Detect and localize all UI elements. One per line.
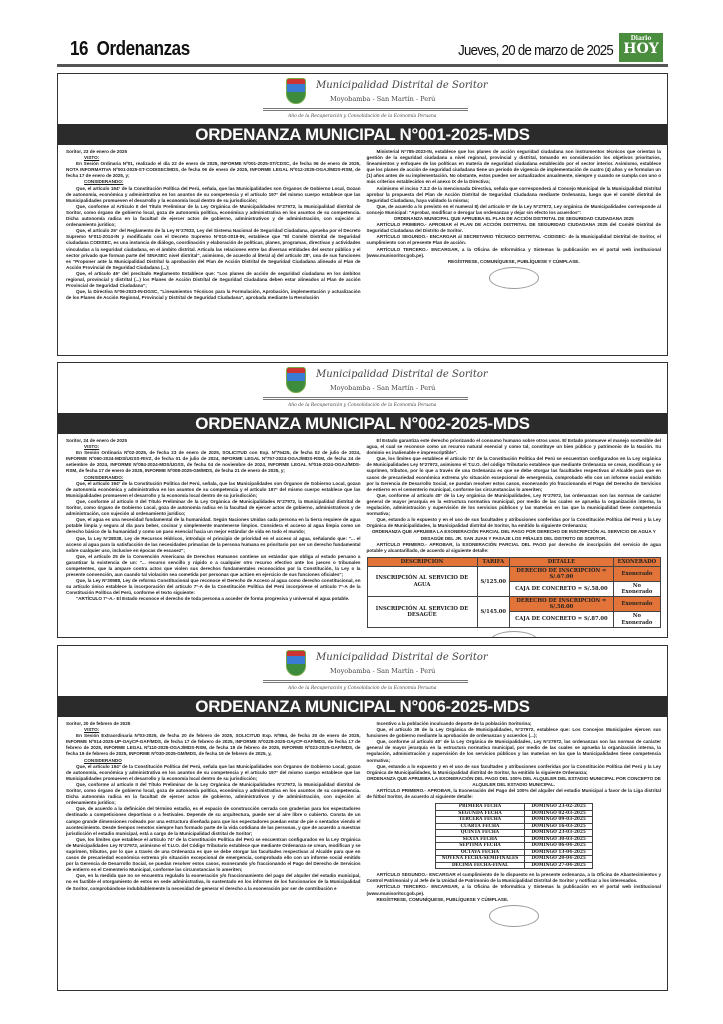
signature-stamp — [489, 267, 539, 289]
fixture-round: QUINTA FECHA — [435, 830, 525, 837]
paragraph: Que, el artículo 39 de la Ley Orgánica de Municipalidades, N°27972, establece que: Los Concejos Municipales ejercen sus funciones de gobierno mediante la aprobación de ordenanzas y acuerdos (...); — [366, 727, 661, 739]
issue-date: Jueves, 20 de marzo de 2025 — [458, 42, 613, 59]
letterhead-rule — [263, 680, 468, 683]
paragraph: Soritor, 23 de enero de 2025 — [66, 149, 128, 154]
paragraph: Que, en la medida que no se encuentra regulado la exoneración y/o fraccionamiento del pago del alquiler del estadio municipal, no es factible el otorgamiento de estos en sede administrativa, lo sustentado en los informes de los funcionarios de la Municipalidad de Soritor, comprobándose indubitablemente la necesidad de generar el derecho a la exoneración por ser de contribución e — [66, 873, 361, 891]
paragraph: ORDENANZA QUE APRUEBA LA EXONERACIÓN PARCIAL DEL PAGO POR DERECHO DE INSCRIPCIÓN AL SERVICIO DE AGUA Y DESAGÜE DEL JR. SAN JUAN Y PASAJE LOS PIÑALES DEL DISTRITO DE SORITOR. — [371, 529, 656, 541]
paragraph: El Estado garantiza este derecho priorizando el consumo humano sobre otros usos. El Estado promueve el manejo sostenible del agua, el cual se reconoce como un recurso natural esencial y como tal, constituye un bien público y patrimonio de la Nación. Su dominio es inalienable e imprescriptible". — [366, 438, 661, 456]
letterhead-rule — [263, 397, 468, 400]
right-column — [367, 721, 662, 929]
fixture-round: SEGUNDA FECHA — [435, 810, 525, 817]
fixture-date: DOMINGO 09-03-2025 — [525, 817, 593, 824]
header-rule — [57, 64, 668, 67]
year-motto: Año de la Recuperación y Consolidación de la Economía Peruana — [288, 686, 437, 691]
table-row — [367, 597, 661, 612]
page-header — [52, 30, 665, 66]
paragraph: Que, el artículo 46° del precitado Reglamento Establece que: "Los planes de acción de seguridad ciudadana en los ámbitos regional, provincial y distrital (...) los Planes de Acción Distrital de Seguridad Ciudadana deben estar alineados al Plan de acción Provincial de Seguridad Ciudadana"; — [66, 270, 361, 289]
municipal-crest-icon — [286, 78, 306, 104]
paragraph: VISTO: — [84, 155, 100, 161]
paragraph: ARTÍCULO PRIMERO.- APROBAR, la Exoneración del Pago del 100% del alquiler del estadio Municipal a favor de la Liga distrital de fútbol Soritor, de acuerdo al siguiente detalle: — [366, 788, 661, 800]
newspaper-logo: Diario HOY — [619, 33, 663, 62]
table-header: DESCRIPCION — [367, 557, 477, 566]
page-section-title: 16 Ordenanzas — [70, 38, 190, 60]
signature-stamp — [489, 631, 539, 638]
municipal-letterhead — [58, 363, 667, 413]
paragraph: Que, la Ley N°30588, Ley de reforma Constitucional que reconoce el Derecho de Acceso al agua como derecho constitucional, en su artículo único establece la incorporación del artículo 7°-A de la Constitución Política del Perú incorpórese el artículo 7°-A de la Constitución Política del Perú, conforme el texto siguiente: — [66, 578, 361, 596]
paragraph: "ARTÍCULO 7°-A.- El Estado reconoce el derecho de toda persona a acceder de forma progresiva y universal el agua potable. — [76, 596, 350, 602]
paragraph: Que, de acuerdo a la definición del término estadio, es el espacio de construcción cerrada con graderías para los espectadores destinado a competiciones deportivas o a festivales. Depende de su arquitectura, puede ser al aire libre o cubierto. Consta de un campo grande dimensiones rodeado por una estructura diseñada para que los espectadores puedan estar de pie o sentados viendo el acontecimiento. Desde tiempos remotos siempre han formado parte de la vida cotidiana de las personas, y que de acuerdo a nuestras jurisdicción el estadio municipal, está a cargo de la Municipalidad distrital de Soritor; — [66, 806, 361, 836]
fixture-table — [435, 803, 593, 869]
paragraph: CONSIDERANDO: — [84, 179, 124, 185]
right-column — [367, 149, 662, 301]
paragraph: Que, conforme al artículo II del Título Preliminar de la Ley Orgánica de Municipalidades N°27972, la Municipalidad distrital de Soritor, como órgano de Gobierno Local, goza de autonomía radica en la facultad de ejercer actos de gobierno, administrativos y de administración, con sujeción al ordenamiento jurídico; — [66, 498, 361, 517]
signature-stamp — [489, 905, 539, 927]
exonerated-cell: Exonerado — [613, 597, 660, 612]
paragraph: En Sesión Ordinaria Nº02-2025, de fecha 23 de enero de 2025, SOLICITUD con Exp. Nº75425, de fecha 02 de julio de 2024, INFORME Nº060-2024-MDS/UGSS-RIVZ, de fecha 01 de julio de 2024, INFORME LEGAL Nº757-2024-OGAJ/MDS-RSM, de fecha 24 de setiembre de 2024, INFORME Nº084-2024-MDS/UGSS, de fecha 04 de noviembre de 2024, INFORME LEGAL Nº016-2024-OGAJ/MDS-RSM, de fecha 17 de enero de 2025, INFORME Nº008-2025-GM/MDS, de fecha 21 de enero de 2025, y; — [66, 450, 361, 474]
municipality-name: Municipalidad Distrital de Soritor — [316, 369, 488, 380]
description-cell: INSCRIPCIÓN AL SERVICIO DE AGUA — [367, 566, 477, 596]
paragraph: Que, de acuerdo a lo previsto en el numeral 8) del artículo 9° de la Ley N°27972, Ley orgánica de Municipalidades corresponde al concejo Municipal: "Aprobar, modificar o derogar las ordenanzas y dejar sin efecto los acuerdos": — [366, 203, 661, 215]
paragraph: ARTÍCULO SEGUNDO.- ENCARGAR el cumplimiento de lo dispuesto en la presente ordenanza, a la Oficina de Abastecimientos y Control Patrimonial y al Jefe de la Unidad de Patrimonio de la Municipalidad Distrital de Soritor y notificar a los interesados. — [366, 872, 661, 884]
fixture-date: DOMINGO 02-03-2025 — [525, 810, 593, 817]
paragraph: ARTÍCULO PRIMERO.- APROBAR, la EXONERACIÓN PARCIAL DEL PAGO por derecho de inscripción del servicio de agua potable y alcantarillado, de acuerdo al siguiente detalle: — [366, 541, 661, 553]
paragraph: VISTO: — [84, 444, 100, 450]
paragraph: REGÍSTRESE, COMUNÍQUESE, PUBLÍQUESE Y CÚMPLASE. — [447, 258, 580, 264]
paragraph: ARTÍCULO TERCERO.- ENCARGAR, a la Oficina de Informática y Sistemas la publicación en el portal web institucional (www.munisoritor.gob.pe). — [366, 884, 661, 896]
tariff-cell: S/145.00 — [477, 597, 510, 627]
ordinance-002 — [57, 362, 668, 638]
year-motto: Año de la Recuperación y Consolidación de la Economía Peruana — [288, 403, 437, 408]
paragraph: Que, estando a lo expuesto y en el uso de sus facultades y atribuciones conferidas por la Constitución Política del Perú y la Ley Orgánica de Municipalidades, la Municipalidad distrital de Soritor, ha emitido la siguiente Ordenanza; — [366, 517, 661, 529]
fixture-date: DOMINGO 23-02-2025 — [525, 804, 593, 811]
ordinance-006 — [57, 645, 668, 991]
paragraph: Que, el artículo 194° de la Constitución Política del Perú, señala, que las Municipalidades son Órganos de Gobierno Local, gozan de autonomía económica y administrativa en los asuntos de su competencia y el artículo 197° del mismo cuerpo establece que las Municipalidades promueven el desarrollo y la economía local dentro de su jurisdicción; — [66, 480, 361, 498]
exoneration-table — [367, 557, 662, 628]
fixture-date: DOMINGO 23-03-2025 — [525, 830, 593, 837]
paragraph: Que, el artículo 194° de la Constitución Política del Perú, señala, que las Municipalidades son Órganos de Gobierno Local, Gozan de autonomía, económica y administrativa en los asuntos de su competencia y el artículo 197° del mismo cuerpo establece que las Municipalidades promueven el desarrollo y la economía local dentro de su jurisdicción; — [66, 185, 361, 203]
municipal-letterhead — [58, 646, 667, 696]
paragraph: VISTO: — [84, 727, 100, 733]
paragraph: Que, la Ley N°28038, Ley de Recursos Hídricos, introdujo el principio de prioridad en el acceso al agua, señalando que: "... el acceso al agua para la satisfacción de las necesidades primarias de la persona humana es prioritario por ser un derecho fundamental sobre cualquier uso, inclusive en épocas de escasez"; — [66, 535, 361, 553]
left-column — [66, 721, 361, 929]
fixture-round: OCTAVA FECHA — [435, 849, 525, 856]
detail-cell: DERECHO DE INSCRIPCIÓN = S/.67.00 — [510, 566, 614, 581]
fixture-date: DOMINGO 06-04-2025 — [525, 843, 593, 850]
paragraph: Que, conforme al artículo II del Título Preliminar de la Ley Orgánica de Municipalidades N°27972, la Municipalidad distrital de Soritor, como órgano de gobierno local, goza de autonomía política, económica y administrativa en los asuntos de su competencia. Dicha autonomía radica en la facultad de ejercer actos de gobierno, administrativos y de administración, con sujeción al ordenamiento jurídico; — [66, 781, 361, 806]
paragraph: Que, los límites que establece el artículo 74° de la Constitución Política del Perú se encuentran configurados en la Ley orgánica de Municipalidades Ley N°27972, asimismo el T.U.O. del código Tributario establece que mediante Ordenanza se crean, modifican y se suprimen, tributos, por lo que a través de una Ordenanza es que se debe otorgar las facultades respectivas al Alcalde para que en casos de precariedad económica extrema y/o situación excepcional de emergencia, comprobado ello con un informe social emitido por la Gerencia de Desarrollo Social, se puedan resolver estos casos, exonerando y/o fraccionando el Pago del Derecho de Servicios de entierro en el cementerio municipal, conforme las circunstancias lo ameriten; — [366, 456, 661, 492]
fixture-date: DOMINGO 27-04-2025 — [525, 862, 593, 869]
paragraph: ORDENANZA MUNICIPAL QUE APRUEBA EL PLAN DE ACCIÓN DISTRITAL DE SEGURIDAD CIUDADANA 2025 — [393, 216, 634, 222]
paragraph: Ministerial N°785-2023-IN, establece que los planes de acción seguridad ciudadana son instrumentos técnicos que orientan la gestión de la seguridad ciudadana a nivel regional, provincial y distrital, tomando en consideración los objetivos prioritarios, lineamientos y enfoques de las políticas en materia de seguridad ciudadana establecido por el sector interior. Asimismo, establece que los planes de acción de seguridad ciudadana tiene un periodo de vigencia de implementación de cuatro (4) años y se formulan un (1) años antes de su implementación. No obstante, estos pueden ser actualizados anualmente, siempre y cuando se cumpla con uno o más criterios establecidos en el anexo IX de la Directiva; — [366, 149, 661, 185]
paragraph: ARTÍCULO TERCERO.- ENCARGAR, a la Oficina de Informática y Sistemas la publicación en el portal web institucional (www.munisoritor.gob.pe). — [366, 246, 661, 258]
paragraph: Soritor, 24 de enero de 2025 — [66, 438, 128, 443]
exonerated-cell: Exonerado — [613, 566, 660, 581]
paragraph: Asimismo el inciso 7.3.2 de la mencionada Directiva, señala que corresponderá al Concejo Municipal de la Municipalidad Distrital aprobar la propuesta del Plan de Acción Distrital de Seguridad Ciudadana mediante Ordenanza, luego que el comité distrital de Seguridad Ciudadana, haya validado la misma; — [366, 185, 661, 203]
paragraph: ORDENANZA QUE APRUEBA LA EXONERACIÓN DEL PAGO DEL 100% DEL ALQUILER DEL ESTADIO MUNICIPAL POR CONCEPTO DE ALQUILER DEL ESTADIO MUNICIPAL. — [366, 775, 661, 787]
exonerated-cell: No Exonerado — [613, 612, 660, 627]
right-column — [367, 438, 662, 638]
paragraph: En Sesión Ordinaria Nº01, realizado el día 22 de enero de 2025, INFORME Nº001-2025-ST/CDSC, de fecha 06 de enero de 2025, NOTA INFORMATIVA Nº001-2025-ST-CODISEC/MDS, de fecha 06 de enero de 2025, INFORME LEGAL Nº012-2025-OGAJ/MDS-RSM, de fecha 17 de enero de 2025, y; — [66, 161, 361, 179]
paragraph: Que, los límites que establece el artículo 74° de la Constitución Política del Perú se encuentran configurados en la Ley Orgánica de Municipalidades Ley N°27972, asimismo el T.U.O. del Código Tributario establece que mediante Ordenanza se crean, modifican y se suprimen, tributos, por lo que a través de una Ordenanza es que se debe otorgar las facultades respectivas al Alcalde para que en casos de precariedad económica extrema y/o situación excepcional de emergencia, comprobado ello con un informe social emitido por la Gerencia de Desarrollo Social, se puedan resolver estos casos, exonerando y/o fraccionando el Pago del Derecho de Servicios de entierro en el Cementerio Municipal, conforme las circunstancias lo ameriten; — [66, 836, 361, 873]
table-row — [435, 856, 592, 863]
fixture-date: DOMINGO 30-03-2025 — [525, 836, 593, 843]
paragraph: Soritor, 20 de febrero de 2025 — [66, 721, 131, 726]
paragraph: En Sesión Extraordinaria Nº03-2025, de fecha 20 de febrero de 2025, SOLICITUD Exp. Nº864, de fecha 30 de enero de 2025, INFORME Nº014-2025-UP-OAyCP-GAF/MDS, de fecha 17 de febrero de 2025, INFORME Nº0228-2025-OAyCP-GAF/MDS, de fecha 17 de febrero de 2025, INFORME LEGAL Nº110-2025-OGAJ/MDS-RSM, de fecha 19 de febrero de 2025, INFORME Nº023-2025-GAF/MDS, de fecha 19 de febrero de 2025, INFORME Nº030-2025-GM/MDS, de fecha 19 de febrero de 2025, y, — [66, 733, 361, 757]
fixture-round: DÉCIMA FECHA-FINAL — [435, 862, 525, 869]
paragraph: Que, la Directiva N°06-2023-IN-DGSC, "Lineamientos Técnicos para la Formulación, Aprobación, implementación y actualización de los Planes de Acción Regional, Provincial y Distrital de Seguridad Ciudadana", aprobada mediante la Resolución — [66, 289, 361, 301]
table-row — [367, 566, 661, 581]
municipality-name: Municipalidad Distrital de Soritor — [316, 80, 488, 91]
fixture-round: SÉPTIMA FECHA — [435, 843, 525, 850]
paragraph: Que, conforme al artículo 40° de la Ley Orgánica de Municipalidades, Ley N°27972, las ordenanzas son las normas de carácter general de mayor jerarquía en la estructura normativa municipal, por medio de las cuales se aprueba la organización interna, la regulación, administración y supervisión de los servicios públicos y las materias en las que la Municipalidades tiene competencia normativa; — [366, 739, 661, 763]
table-header: EXONERADO — [613, 557, 660, 566]
left-column — [66, 149, 361, 301]
year-motto: Año de la Recuperación y Consolidación de la Economía Peruana — [288, 114, 437, 119]
paragraph: Que, conforme al artículo 40° de la Ley orgánica de Municipalidades, Ley N°27972, las ordenanzas son las normas de carácter general de mayor jerarquía en la estructura normativa municipal, por medio de las cuales se aprueba la organización interna, la regulación, administración y supervisión de los servicios públicos y las materias en las que la municipalidad tiene competencia normativa; — [366, 492, 661, 517]
paragraph: CONSIDERANDO: — [84, 474, 124, 480]
municipality-name: Municipalidad Distrital de Soritor — [316, 652, 488, 663]
fixture-round: PRIMERA FECHA — [435, 804, 525, 811]
fixture-date: DOMINGO 20-04-2025 — [525, 856, 593, 863]
detail-cell: DERECHO DE INSCRIPCIÓN = S/.58.00 — [510, 597, 614, 612]
ordinance-title: ORDENANZA MUNICIPAL N°006-2025-MDS — [58, 696, 667, 717]
municipality-location: Moyobamba - San Martín - Perú — [330, 667, 436, 675]
municipality-location: Moyobamba - San Martín - Perú — [330, 95, 436, 103]
fixture-date: DOMINGO 13-04-2025 — [525, 849, 593, 856]
paragraph: Que, el artículo 194° de la Constitución Política del Perú, señala que las Municipalidades son Órganos de Gobierno Local, gozan de autonomía, económica y administrativa en los asuntos de su competencia y el artículo 197° del mismo cuerpo establece que las Municipalidades promueven el desarrollo y la economía local dentro de su jurisdicción; — [66, 763, 361, 781]
table-header: TARIFA — [477, 557, 510, 566]
table-row — [435, 862, 592, 869]
exonerated-cell: No Exonerado — [613, 582, 660, 597]
detail-cell: CAJA DE CONCRETO = S/.87.00 — [510, 612, 614, 627]
paragraph: CONSIDERANDO — [84, 757, 122, 763]
ordinance-001 — [57, 73, 668, 356]
municipal-crest-icon — [286, 650, 306, 676]
ordinance-title: ORDENANZA MUNICIPAL N°002-2025-MDS — [58, 413, 667, 434]
left-column — [66, 438, 361, 638]
fixture-round: SEXTA FECHA — [435, 836, 525, 843]
fixture-round: TERCERA FECHA — [435, 817, 525, 824]
ordinance-title: ORDENANZA MUNICIPAL N°001-2025-MDS — [58, 124, 667, 145]
paragraph: ARTÍCULO PRIMERO.- APROBAR el PLAN DE ACCIÓN DISTRITAL DE SEGURIDAD CIUDADANA 2025 del Comité Distrital de Seguridad Ciudadana del Distrito de Soritor. — [366, 222, 661, 234]
paragraph: Incentivo a la población inculcando deporte de la población Soritorina; — [376, 721, 532, 726]
detail-cell: CAJA DE CONCRETO = S/.58.00 — [510, 582, 614, 597]
paragraph: Que, estando a lo expuesto y en el uso de sus facultades y atribuciones conferidas por la Constitución Política del Perú y la Ley Orgánica de Municipalidades, la Municipalidad distrital de Soritor, ha emitido la siguiente Ordenanza; — [366, 763, 661, 775]
municipal-crest-icon — [286, 367, 306, 393]
tariff-cell: S/125.00 — [477, 566, 510, 596]
paragraph: ARTÍCULO SEGUNDO.- ENCARGAR al SECRETARIO TÉCNICO DISTRITAL -CODISEC- de la Municipalidad Distrital de Soritor, el cumplimiento con el presente Plan de acción. — [366, 234, 661, 246]
municipality-location: Moyobamba - San Martín - Perú — [330, 384, 436, 392]
paragraph: Que, conforme al Artículo II del Título Preliminar de la Ley Orgánica de Municipalidades N°27972, la Municipalidad distrital de Soritor, como órgano de gobierno local, goza de autonomía política, económica y administrativa en los asuntos de su competencia. Dicha autonomía radica en la facultad de ejercer actos de gobierno, administrativos y de administración, con sujeción al ordenamiento jurídico; — [66, 203, 361, 228]
table-header: DETALLE — [510, 557, 614, 566]
paragraph: Que, el agua es una necesidad fundamental de la humanidad. Según Naciones Unidas cada persona en la tierra requiere de agua potable limpia y segura al día para beber, cocinar y simplemente mantenerse limpios. Considera el acceso al agua limpia como un derecho básico de la humanidad y como un paso esencial hacia un mejor estándar de vida en todo el mundo; — [66, 517, 361, 535]
fixture-date: DOMINGO 16-03-2025 — [525, 823, 593, 830]
municipal-letterhead — [58, 74, 667, 124]
paragraph: REGÍSTRESE, COMUNÍQUESE, PUBLÍQUESE Y CÚMPLASE. — [376, 896, 509, 902]
fixture-round: NOVENA FECHA-SEMIFINALES — [435, 856, 525, 863]
fixture-round: CUARTA FECHA — [435, 823, 525, 830]
paragraph: Que, el artículo 25 de la Convención Americana de Derechos Humanos contiene un estándar que obliga al estado peruano a garantizar la existencia de un: "... recurso sencillo y rápido o a cualquier otro recurso efectivo ante los jueces o tribunales competentes, que la ampare contra actos que violen sus derechos fundamentales reconocidos por la Constitución, la Ley o la presente convención, aun cuando tal violación sea cometida por personas que actúen en ejercicio de sus funciones oficiales"; — [66, 553, 361, 578]
description-cell: INSCRIPCIÓN AL SERVICIO DE DESAGÜE — [367, 597, 477, 627]
letterhead-rule — [263, 108, 468, 111]
paragraph: Que, el artículo 26° del Reglamento de la Ley N°27933, Ley del Sistema Nacional de Seguridad Ciudadana, aprueba por el Decreto Supremo N°011-2014-IN y modificado con el Decreto Supremo N°010-2019-IN, establece que "El Comité Distrital de Seguridad ciudadana CODISEC, es una instancia de diálogo, coordinación y elaboración de políticas, planes, programas, directivas y actividades vinculadas a la seguridad ciudadana, en el ámbito distrital. Articula las relaciones entre las diversas entidades del sector público y el sector privado que forman parte del SINASEC nivel distrital", asimismo, de acuerdo al literal a) del artículo 28°, una de sus funciones es "Proponer ante la Municipalidad Distrital la aprobación del Plan de Acción Distrital de Seguridad Ciudadana alineado al Plan de Acción Provincial de Seguridad Ciudadana (...); — [66, 228, 361, 270]
